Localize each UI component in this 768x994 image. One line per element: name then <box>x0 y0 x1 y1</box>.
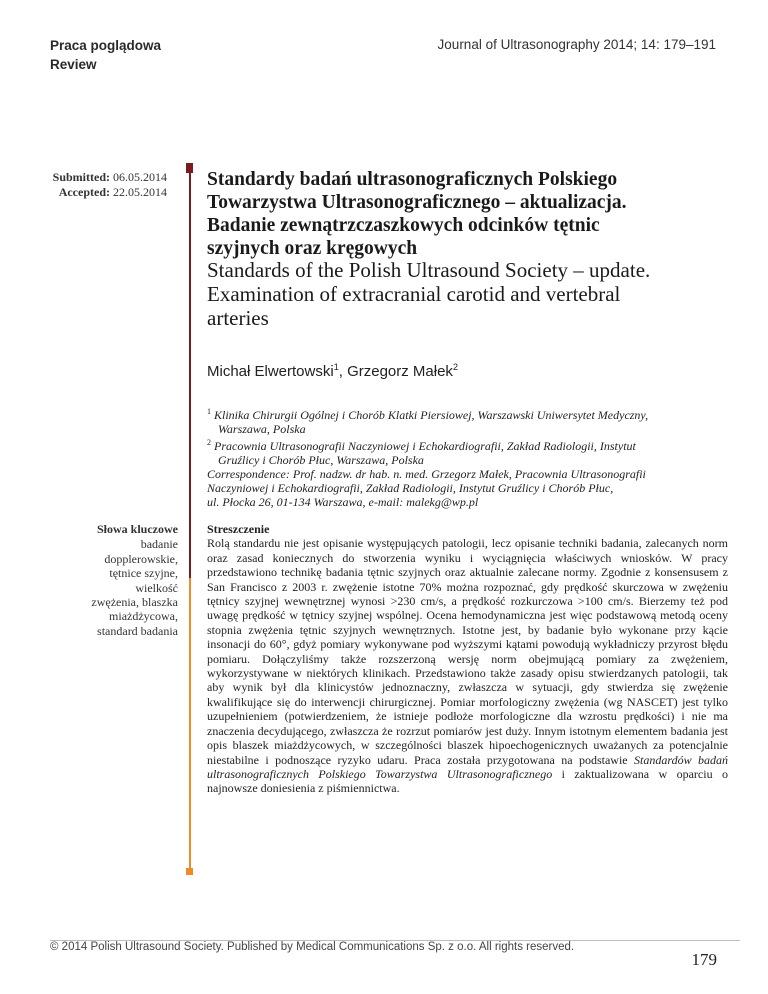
affiliation-sup: 1 <box>207 407 211 416</box>
title-pl-line: szyjnych oraz kręgowych <box>207 238 418 259</box>
vertical-rule-dark <box>189 170 191 578</box>
affiliation-1 <box>207 405 727 422</box>
keyword-line: standard badania <box>97 623 178 638</box>
article-type-pl: Praca poglądowa <box>50 38 162 53</box>
article-type-label <box>50 36 161 74</box>
submitted-label: Submitted: <box>52 170 110 184</box>
accepted-value: 22.05.2014 <box>113 185 167 199</box>
correspondence-line: Naczyniowej i Echokardiografii, Zakład Radiologii, Instytut Gruźlicy i Chorób Płuc, <box>207 481 614 495</box>
abstract-italic-reference: Standardów badań ultrasonograficznych Polskiego Towarzystwa Ultrasonograficznego <box>207 752 729 781</box>
keywords-block <box>40 522 178 638</box>
author-list <box>207 362 458 380</box>
title-polish <box>207 168 707 260</box>
keyword-line: miażdżycowa, <box>109 609 178 624</box>
title-english <box>207 258 717 330</box>
affiliation-text: Warszawa, Polska <box>218 422 306 436</box>
abstract-title: Streszczenie <box>207 522 270 536</box>
title-en-line: Standards of the Polish Ultrasound Society – update. <box>207 258 651 282</box>
author-name: Grzegorz Małek <box>347 363 453 380</box>
keywords-title: Słowa kluczowe <box>97 522 178 536</box>
author-separator: , <box>338 363 348 380</box>
affiliation-2 <box>207 436 727 453</box>
keyword-line: zwężenia, blaszka <box>91 595 178 610</box>
keyword-line: dopplerowskie, <box>104 551 178 566</box>
title-pl-line: Standardy badań ultrasonograficznych Polskiego <box>207 169 618 190</box>
submitted-value: 06.05.2014 <box>113 170 167 184</box>
article-type-en: Review <box>50 57 97 72</box>
keyword-line: badanie <box>140 537 178 552</box>
vertical-rule-orange <box>189 578 191 870</box>
accepted-date <box>40 185 167 200</box>
affiliation-text: Pracownia Ultrasonografii Naczyniowej i Echokardiografii, Zakład Radiologii, Instytut <box>214 439 636 453</box>
copyright-notice: © 2014 Polish Ultrasound Society. Published by Medical Communications Sp. z o.o. All rights reserved. <box>50 941 575 953</box>
abstract-body <box>207 536 728 795</box>
affiliations <box>207 405 727 509</box>
affiliation-text: Klinika Chirurgii Ogólnej i Chorób Klatki Piersiowej, Warszawski Uniwersytet Medyczny, <box>214 408 649 422</box>
abstract-section <box>207 522 728 796</box>
keyword-line: tętnice szyjne, <box>109 566 178 581</box>
title-en-line: arteries <box>207 306 269 330</box>
author-name: Michał Elwertowski <box>207 363 334 380</box>
submitted-date <box>40 170 167 185</box>
title-pl-line: Towarzystwa Ultrasonograficznego – aktualizacja. <box>207 192 627 213</box>
title-pl-line: Badanie zewnątrzczaszkowych odcinków tętnic <box>207 215 600 236</box>
correspondence-line: Correspondence: Prof. nadzw. dr hab. n. med. Grzegorz Małek, Pracownia Ultrasonografii <box>207 467 646 481</box>
journal-reference: Journal of Ultrasonography 2014; 14: 179–191 <box>437 37 716 52</box>
vertical-rule-end-square <box>186 868 193 875</box>
page-number: 179 <box>691 950 717 969</box>
affiliation-text: Gruźlicy i Chorób Płuc, Warszawa, Polska <box>218 453 424 467</box>
accepted-label: Accepted: <box>58 185 110 199</box>
author-affil-sup: 1 <box>333 362 339 372</box>
keyword-line: wielkość <box>135 580 178 595</box>
abstract-text: Rolą standardu nie jest opisanie występujących patologii, lecz opisanie techniki badania, zalecanych norm oraz zasad koniecznych do stworzenia wyniku i wyciągnięcia właściwych wniosków. W pracy przedstawiono technikę badania tętnic szyjnych oraz aktualnie zalecane normy. Zgodnie z konsensusem z San Francisco z 2003 r. zwężenie istotne 70% można rozpoznać, gdy prędkość skurczowa w zwężeniu tętnicy szyjnej wewnętrznej wynosi >230 cm/s, a prędkość rozkurczowa >100 cm/s. Bierzemy też pod uwagę prędkość w tętnicy szyjnej wspólnej. Ocena hemodynamiczna jest więc podstawową metodą oceny stopnia zwężenia tętnic szyjnych wewnętrznych. Istotne jest, by badanie było wykonane przy kącie insonacji do 60°, gdyż pomiary wykonywane pod wyższymi kątami powodują wykładniczy przyrost błędu pomiaru. Dołączyliśmy także rozszerzoną wersję norm obejmującą pomiary za zwężeniem, wykorzystywane w niektórych klinikach. Przedstawiono także zasady opisu stwierdzanych patologii, tak aby wynik był dla klinicystów jednoznaczny, zwłaszcza w sytuacji, gdy stwierdza się zwężenie kwalifikujące się do interwencji chirurgicznej. Pomiar morfologiczny zwężenia (wg NASCET) jest tylko uzupełnieniem (potwierdzeniem, że istnieje podłoże morfologiczne dla wzrostu prędkości) i nie ma znaczenia decydującego, zwłaszcza że rozrzut pomiarów jest duży. Innym istotnym elementem badania jest opis blaszek miażdżycowych, w szczególności blaszek hipoechogenicznych uważanych za potencjalnie niestabilne i podnoszące ryzyko udaru. Praca została przygotowana na podstawie <box>207 536 728 767</box>
correspondence-line: ul. Płocka 26, 01-134 Warszawa, e-mail: malekg@wp.pl <box>207 495 479 509</box>
submission-dates <box>40 170 167 200</box>
author-affil-sup: 2 <box>452 362 458 372</box>
affiliation-sup: 2 <box>207 438 211 447</box>
title-en-line: Examination of extracranial carotid and vertebral <box>207 282 621 306</box>
abstract-text-end: i zaktualizowana w oparciu o najnowsze doniesienia z piśmiennictwa. <box>207 766 729 796</box>
